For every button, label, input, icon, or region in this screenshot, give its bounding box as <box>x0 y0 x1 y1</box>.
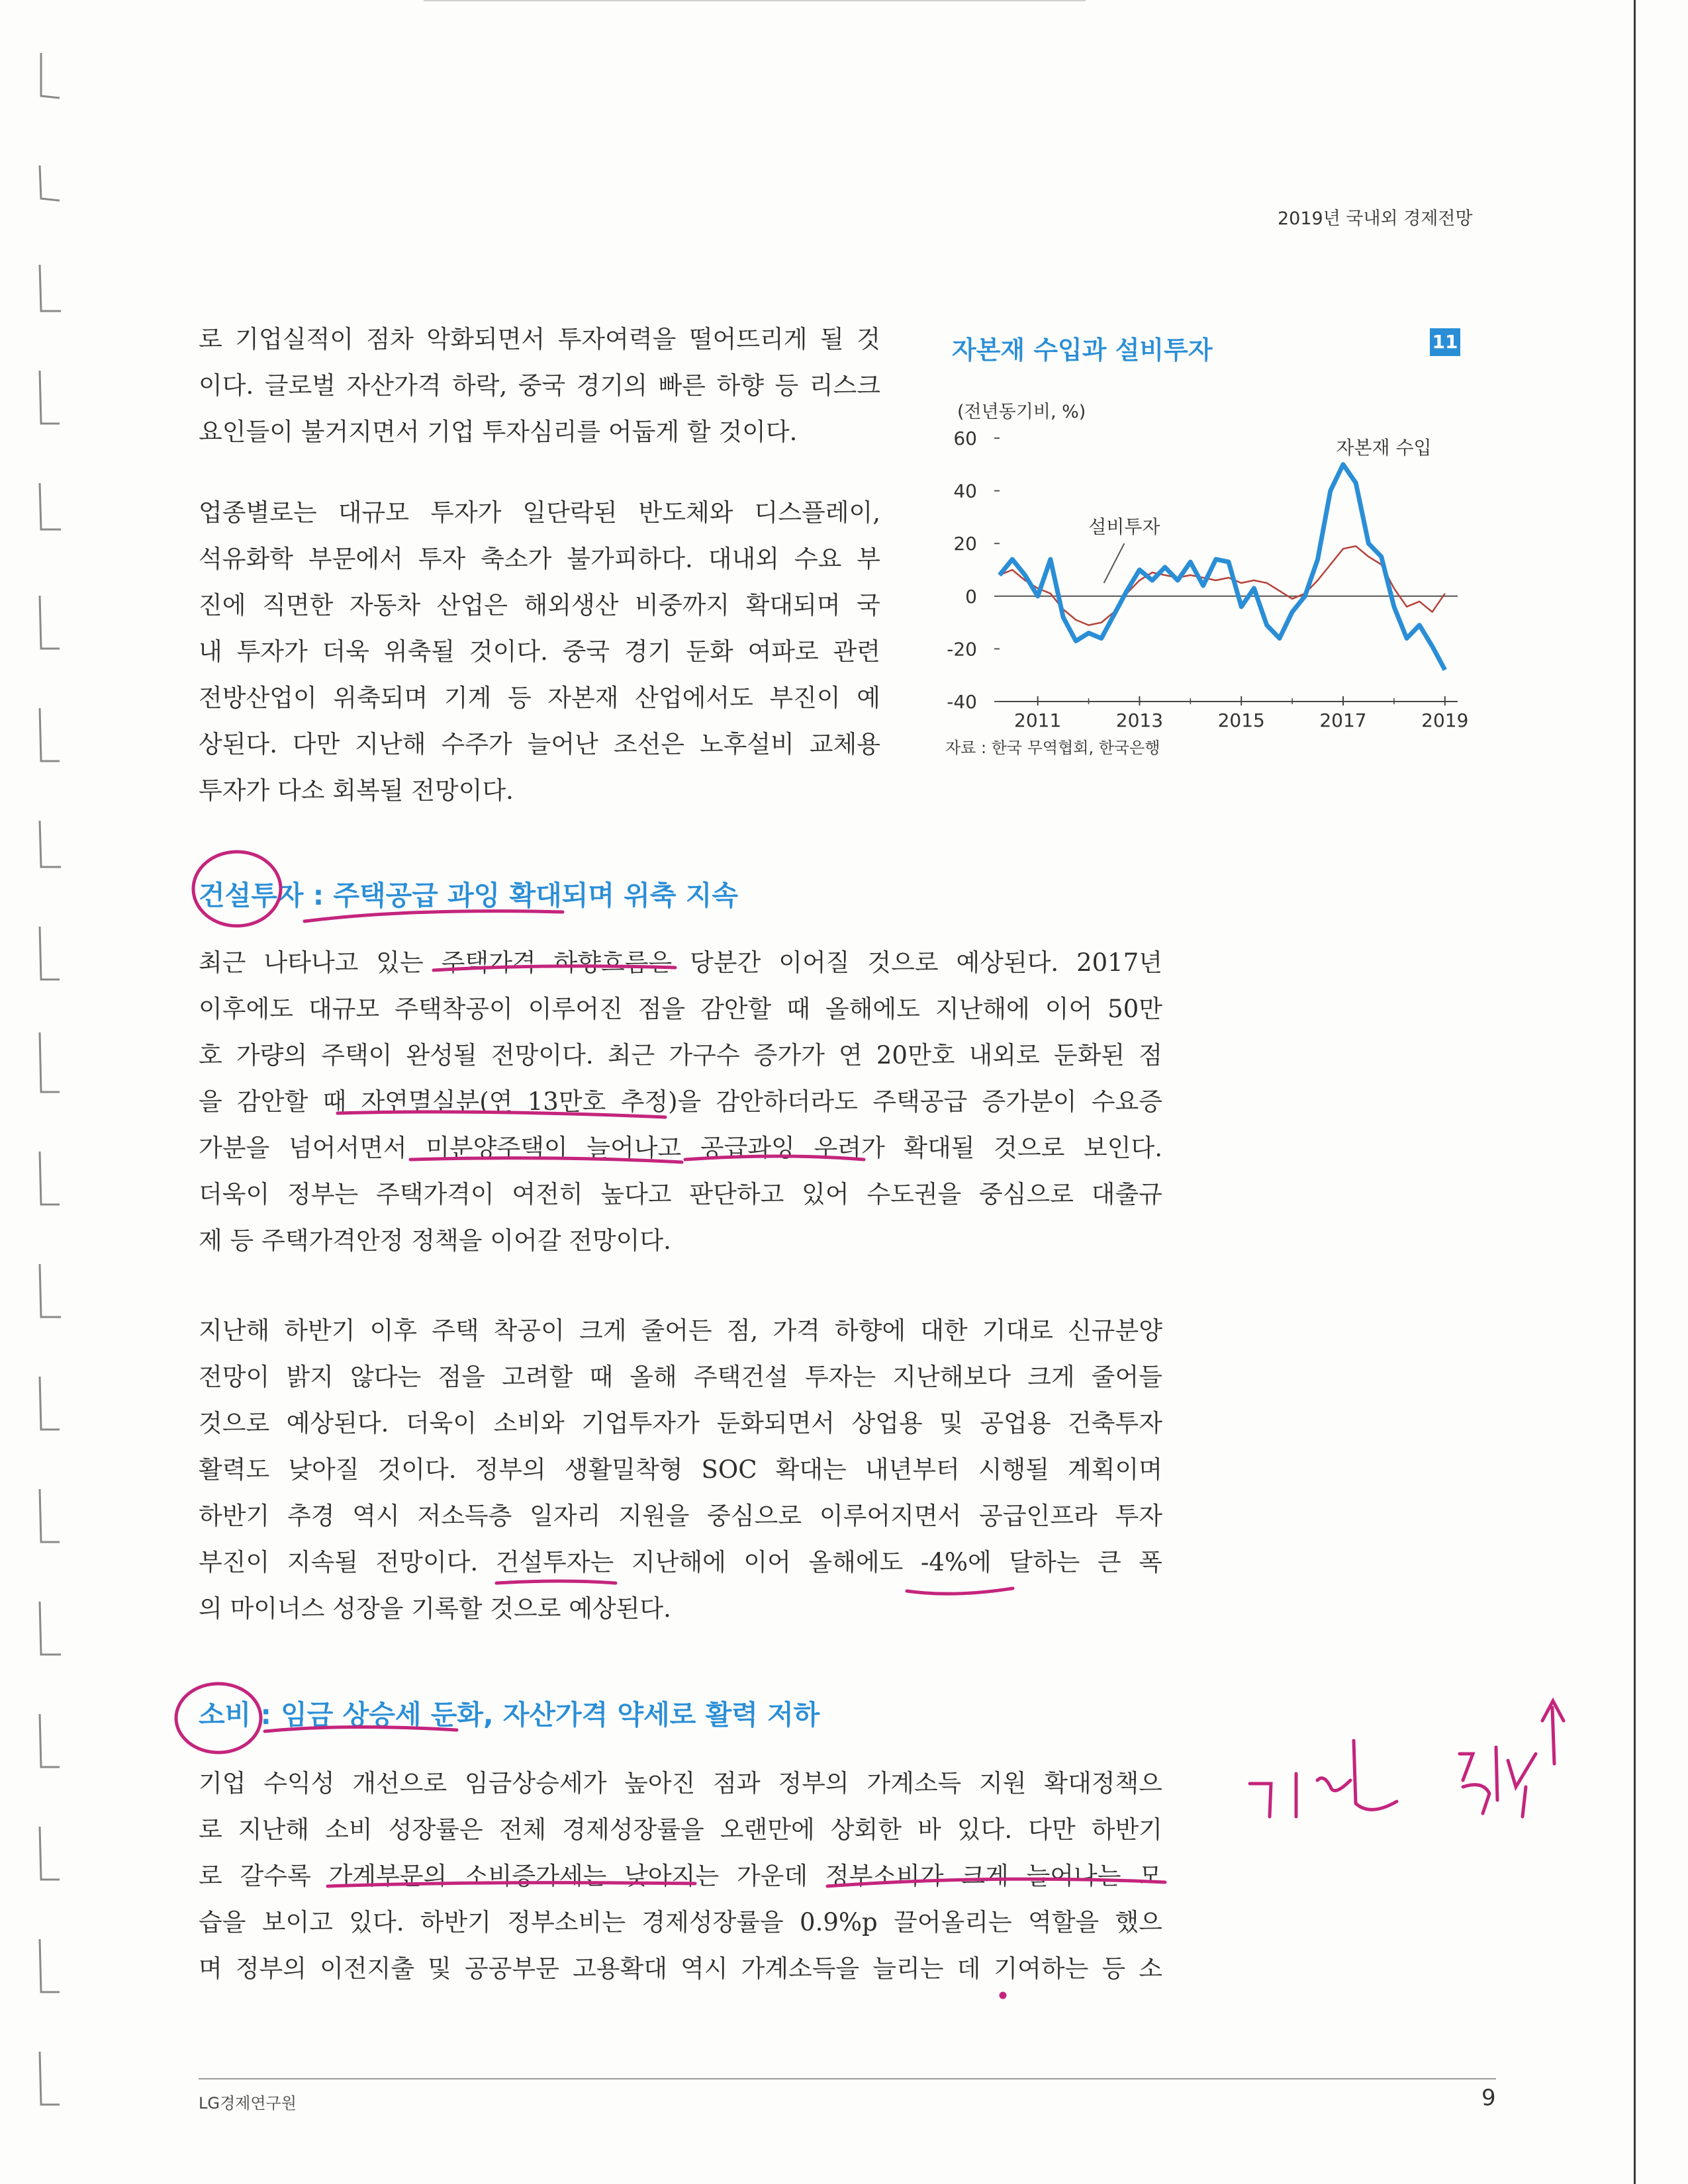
text-line: 로 갈수록 가계부문의 소비증가세는 낮아지는 가운데 정부소비가 크게 늘어나는 모 <box>199 1862 1162 1890</box>
text-line: 호 가량의 주택이 완성될 전망이다. 최근 가구수 증가가 연 20만호 내외로 둔화된 점 <box>199 1041 1162 1069</box>
y-tick-label: -20 <box>947 638 977 660</box>
pen-dot <box>1001 1993 1005 1997</box>
line-chart <box>920 311 1483 728</box>
text-line: 며 정부의 이전지출 및 공공부문 고용확대 역시 가계소득을 늘리는 데 기여하는 등 소 <box>199 1954 1162 1983</box>
handwriting-stroke <box>1354 1741 1397 1809</box>
text-line: 전방산업이 위축되며 기계 등 자본재 산업에서도 부진이 예 <box>199 684 880 712</box>
text-line: 가분을 넘어서면서 미분양주택이 늘어나고 공급과잉 우려가 확대될 것으로 보인다. <box>199 1134 1162 1162</box>
paragraph-construction-1 <box>199 940 1162 1264</box>
y-tick-label: 60 <box>953 428 977 449</box>
text-line: 석유화학 부문에서 투자 축소가 불가피하다. 대내외 수요 부 <box>199 545 880 573</box>
series-line-capital-goods-imports <box>1000 465 1445 670</box>
section-heading-consumption: 소비 : 임금 상승세 둔화, 자산가격 약세로 활력 저하 <box>199 1699 820 1731</box>
series-line-facility-investment <box>1000 546 1445 625</box>
running-header: 2019년 국내외 경제전망 <box>1278 208 1473 229</box>
y-tick-label: 0 <box>965 585 977 608</box>
x-tick-label: 2017 <box>1319 709 1367 728</box>
text-line: 내 투자가 더욱 위축될 것이다. 중국 경기 둔화 여파로 관련 <box>199 637 880 666</box>
series-label: 설비투자 <box>1088 516 1160 538</box>
handwriting-stroke <box>1250 1784 1271 1817</box>
handwriting-stroke <box>1460 1754 1473 1780</box>
x-tick-label: 2011 <box>1014 709 1062 728</box>
text-line: 하반기 추경 역시 저소득층 일자리 지원을 중심으로 이루어지면서 공급인프라 투자 <box>199 1502 1162 1530</box>
handwriting-stroke <box>1496 1747 1497 1800</box>
handwriting-stroke <box>1508 1754 1536 1787</box>
text-line: 활력도 낮아질 것이다. 정부의 생활밀착형 SOC 확대는 내년부터 시행될 계획이며 <box>199 1455 1162 1484</box>
text-line: 이후에도 대규모 주택착공이 이루어진 점을 감안할 때 올해에도 지난해에 이어 50만 <box>199 995 1162 1023</box>
x-tick-label: 2013 <box>1115 709 1164 728</box>
paragraph-intro <box>199 316 880 455</box>
y-tick-label: 20 <box>953 533 977 555</box>
page-right-edge <box>1634 0 1636 2184</box>
paragraph-industry <box>199 490 880 814</box>
text-line: 로 기업실적이 점차 악화되면서 투자여력을 떨어뜨리게 될 것 <box>199 325 880 353</box>
series-label-leader <box>1104 543 1125 583</box>
text-line: 최근 나타나고 있는 주택가격 하향흐름은 당분간 이어질 것으로 예상된다. 2017년 <box>199 948 1162 977</box>
text-line: 업종별로는 대규모 투자가 일단락된 반도체와 디스플레이, <box>199 498 880 527</box>
binder-hole-marks <box>0 0 79 2184</box>
handwriting-stroke <box>1542 1701 1564 1721</box>
handwriting-stroke <box>1463 1785 1489 1813</box>
paragraph-consumption <box>199 1760 1162 1992</box>
text-line: 상된다. 다만 지난해 수주가 늘어난 조선은 노후설비 교체용 <box>199 730 880 758</box>
text-line: 전망이 밝지 않다는 점을 고려할 때 올해 주택건설 투자는 지난해보다 크게 줄어들 <box>199 1363 1162 1391</box>
page-number: 9 <box>1481 2085 1496 2111</box>
handwriting-stroke <box>1552 1707 1554 1764</box>
handwriting-stroke <box>1523 1787 1526 1817</box>
text-line: 투자가 다소 회복될 전망이다. <box>199 776 514 805</box>
chart-unit-label: (전년동기비, %) <box>957 402 1086 422</box>
text-line: 로 지난해 소비 성장률은 전체 경제성장률을 오랜만에 상회한 바 있다. 다만 하반기 <box>199 1815 1162 1844</box>
y-tick-label: 40 <box>953 480 977 502</box>
text-line: 습을 보이고 있다. 하반기 정부소비는 경제성장률을 0.9%p 끌어올리는 역할을 했으 <box>199 1908 1162 1936</box>
figure-number-badge: 11 <box>1430 328 1460 356</box>
footer-publisher: LG경제연구원 <box>199 2094 297 2113</box>
series-label: 자본재 수입 <box>1336 436 1432 459</box>
chart-figure <box>920 311 1483 761</box>
x-tick-label: 2015 <box>1217 709 1265 728</box>
y-tick-label: -40 <box>947 691 977 713</box>
text-line: 제 등 주택가격안정 정책을 이어갈 전망이다. <box>199 1226 671 1255</box>
text-line: 요인들이 불거지면서 기업 투자심리를 어둡게 할 것이다. <box>199 418 798 446</box>
footer-rule <box>199 2078 1496 2079</box>
paragraph-construction-2 <box>199 1308 1162 1632</box>
chart-source: 자료 : 한국 무역협회, 한국은행 <box>945 739 1160 757</box>
section-heading-construction: 건설투자 : 주택공급 과잉 확대되며 위축 지속 <box>199 880 738 911</box>
text-line: 진에 직면한 자동차 산업은 해외생산 비중까지 확대되며 국 <box>199 591 880 619</box>
x-tick-label: 2019 <box>1421 709 1469 728</box>
page-top-edge <box>424 0 1086 1</box>
text-line: 것으로 예상된다. 더욱이 소비와 기업투자가 둔화되면서 상업용 및 공업용 건축투자 <box>199 1409 1162 1437</box>
text-line: 의 마이너스 성장을 기록할 것으로 예상된다. <box>199 1594 671 1623</box>
text-line: 기업 수익성 개선으로 임금상승세가 높아진 점과 정부의 가계소득 지원 확대정책으 <box>199 1769 1162 1797</box>
text-line: 을 감안할 때 자연멸실분(연 13만호 추정)을 감안하더라도 주택공급 증가분이 수요증 <box>199 1087 1162 1116</box>
chart-title: 자본재 수입과 설비투자 <box>952 336 1213 365</box>
text-line: 부진이 지속될 전망이다. 건설투자는 지난해에 이어 올해에도 -4%에 달하는 큰 폭 <box>199 1548 1162 1576</box>
text-line: 더욱이 정부는 주택가격이 여전히 높다고 판단하고 있어 수도권을 중심으로 대출규 <box>199 1180 1162 1208</box>
handwriting-stroke <box>1317 1778 1350 1791</box>
text-line: 지난해 하반기 이후 주택 착공이 크게 줄어든 점, 가격 하향에 대한 기대로 신규분양 <box>199 1316 1162 1345</box>
text-line: 이다. 글로벌 자산가격 하락, 중국 경기의 빠른 하향 등 리스크 <box>199 371 880 400</box>
